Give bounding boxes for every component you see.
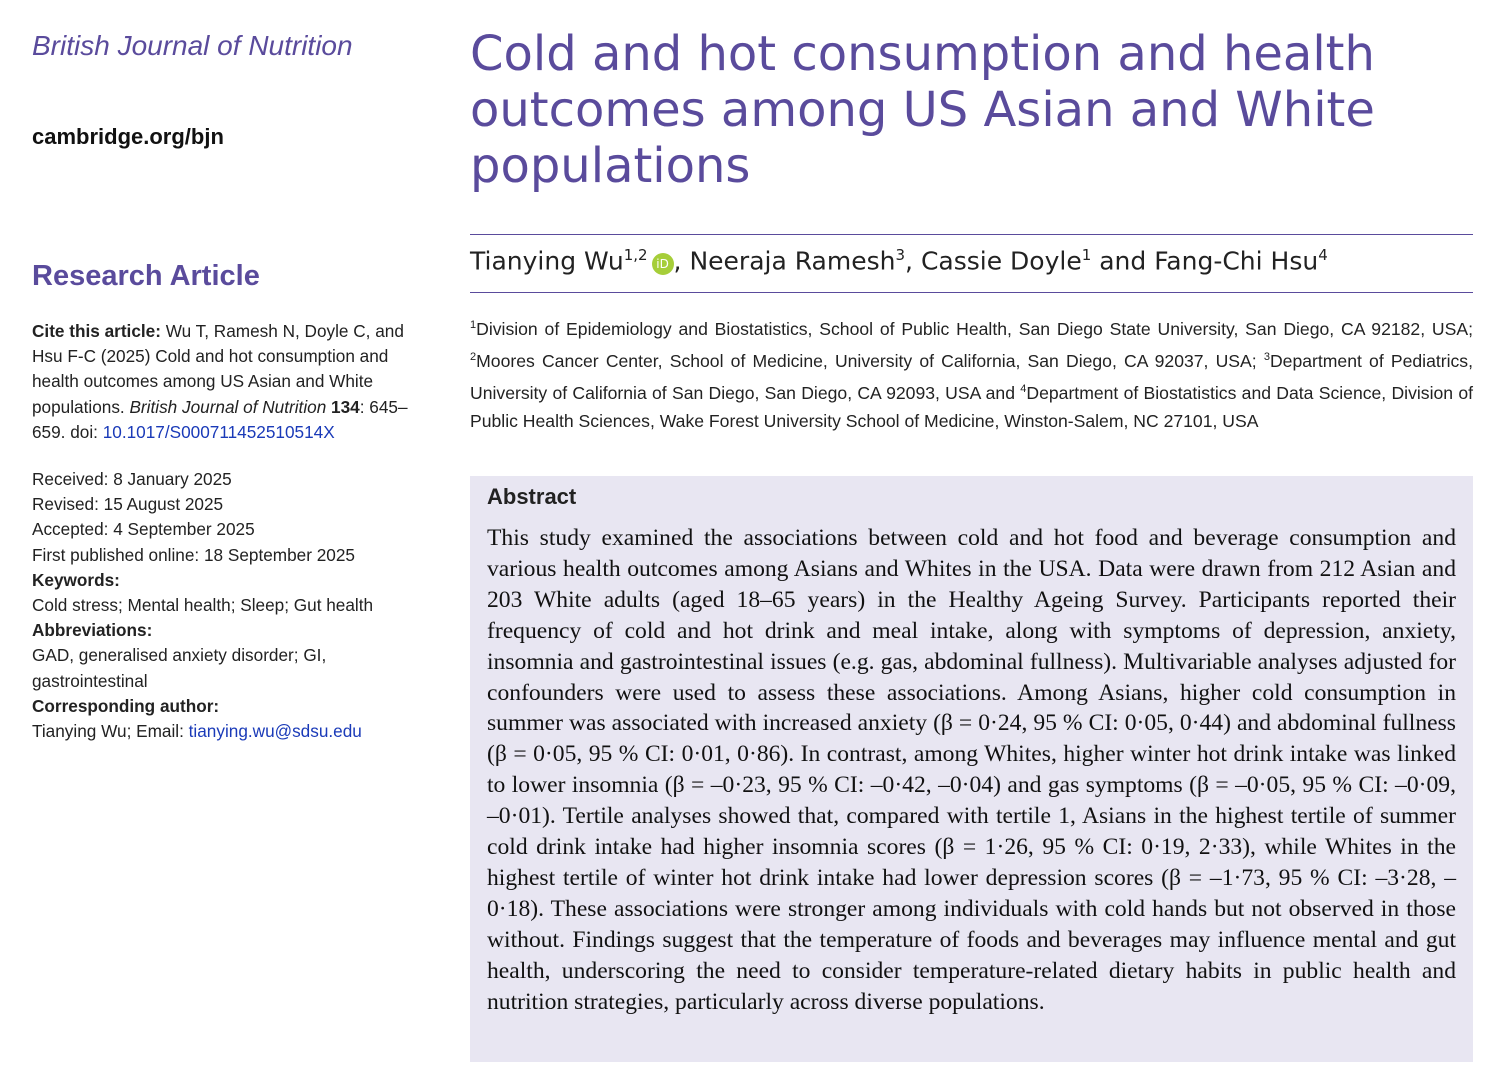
author-affil: 3: [895, 246, 906, 264]
doi-link[interactable]: 10.1017/S000711452510514X: [102, 421, 335, 442]
citation: [32, 319, 438, 445]
affil-number: 3: [1263, 351, 1270, 364]
journal-site: cambridge.org/bjn: [32, 124, 224, 149]
authors-divider: [470, 292, 1473, 293]
abstract-heading: Abstract: [487, 484, 577, 509]
journal-name: British Journal of Nutrition: [32, 30, 353, 61]
abbreviations-label: Abbreviations:: [32, 620, 153, 641]
keywords: Cold stress; Mental health; Sleep; Gut health: [32, 595, 374, 616]
title-divider: [470, 234, 1473, 235]
author-name[interactable]: Tianying Wu: [470, 246, 624, 276]
affiliations: [470, 311, 1473, 436]
affil-number: 4: [1020, 383, 1027, 396]
abbreviations: GAD, generalised anxiety disorder; GI, gastrointestinal: [32, 645, 327, 691]
citation-label: Cite this article:: [32, 321, 161, 341]
date-revised: Revised: 15 August 2025: [32, 494, 224, 515]
article-meta: [32, 319, 438, 744]
citation-pages: : 645–659. doi:: [32, 396, 408, 442]
corresponding-text: Tianying Wu; Email:: [32, 721, 189, 742]
affil-number: 1: [470, 319, 477, 331]
author-list: [470, 246, 1473, 275]
author-affil: 4: [1318, 246, 1328, 264]
author-name[interactable]: Cassie Doyle: [920, 246, 1082, 276]
date-published: First published online: 18 September 2025: [32, 544, 355, 565]
author-affil: 1: [1081, 246, 1092, 264]
citation-volume: 134: [331, 396, 360, 417]
author-separator: and: [1091, 246, 1155, 276]
author-name[interactable]: Neeraja Ramesh: [689, 246, 896, 276]
date-received: Received: 8 January 2025: [32, 469, 232, 490]
author-affil: 1,2: [623, 246, 648, 264]
affil-text: Department of Biostatistics and Data Science, Division of Public Health Sciences, Wake Forest University School of Medicine, Winston-Salem, NC 27101, USA: [470, 383, 1473, 432]
keywords-label: Keywords:: [32, 569, 120, 590]
email-link[interactable]: tianying.wu@sdsu.edu: [188, 721, 362, 742]
orcid-icon[interactable]: iD: [652, 253, 674, 275]
author-separator: ,: [673, 246, 690, 276]
corresponding-label: Corresponding author:: [32, 695, 220, 716]
affil-number: 2: [470, 351, 477, 364]
citation-journal: British Journal of Nutrition: [129, 396, 327, 417]
affil-text: Division of Epidemiology and Biostatistics, School of Public Health, San Diego State University, San Diego, CA 92182, USA;: [476, 318, 1473, 339]
corresponding-author: [32, 719, 438, 744]
author-name[interactable]: Fang-Chi Hsu: [1154, 246, 1319, 276]
affil-text: Department of Pediatrics, University of California of San Diego, San Diego, CA 92093, USA and: [470, 351, 1473, 404]
abstract-text: This study examined the associations between cold and hot food and beverage consumption and various health outcomes among Asians and Whites in the USA. Data were drawn from 212 Asian and 203 White adults (aged 18–65 years) in the Healthy Ageing Survey. Participants reported their frequency of cold and hot drink and meal intake, along with symptoms of depression, anxiety, insomnia and gastrointestinal issues (e.g. gas, abdominal fullness). Multivariable analyses adjusted for confounders were used to assess these associations. Among Asians, higher cold consumption in summer was associated with increased anxiety (β = 0·24, 95 % CI: 0·05, 0·44) and abdominal fullness (β = 0·05, 95 % CI: 0·01, 0·86). In contrast, among Whites, higher winter hot drink intake was linked to lower insomnia (β = –0·23, 95 % CI: –0·42, –0·04) and gas symptoms (β = –0·05, 95 % CI: –0·09, –0·01). Tertile analyses showed that, compared with tertile 1, Asians in the highest tertile of summer cold drink intake had higher insomnia scores (β = 1·26, 95 % CI: 0·19, 2·33), while Whites in the highest tertile of winter hot drink intake had lower depression scores (β = –1·73, 95 % CI: –3·28, –0·18). These associations were stronger among individuals with cold hands but not observed in those without. Findings suggest that the temperature of foods and beverages may influence mental and gut health, underscoring the need to consider temperature-related dietary habits in public health and nutrition strategies, particularly across diverse populations.: [487, 525, 1456, 1015]
abstract-box: [470, 476, 1473, 1062]
date-accepted: Accepted: 4 September 2025: [32, 519, 255, 540]
article-type: Research Article: [32, 260, 260, 292]
citation-text: Wu T, Ramesh N, Doyle C, and Hsu F-C (2025) Cold and hot consumption and health outcomes among US Asian and White populations.: [32, 321, 404, 417]
author-separator: ,: [905, 246, 921, 276]
affil-text: Moores Cancer Center, School of Medicine, University of California, San Diego, CA 92037, USA;: [476, 351, 1264, 372]
article-title: Cold and hot consumption and health outcomes among US Asian and White populations: [470, 26, 1375, 194]
